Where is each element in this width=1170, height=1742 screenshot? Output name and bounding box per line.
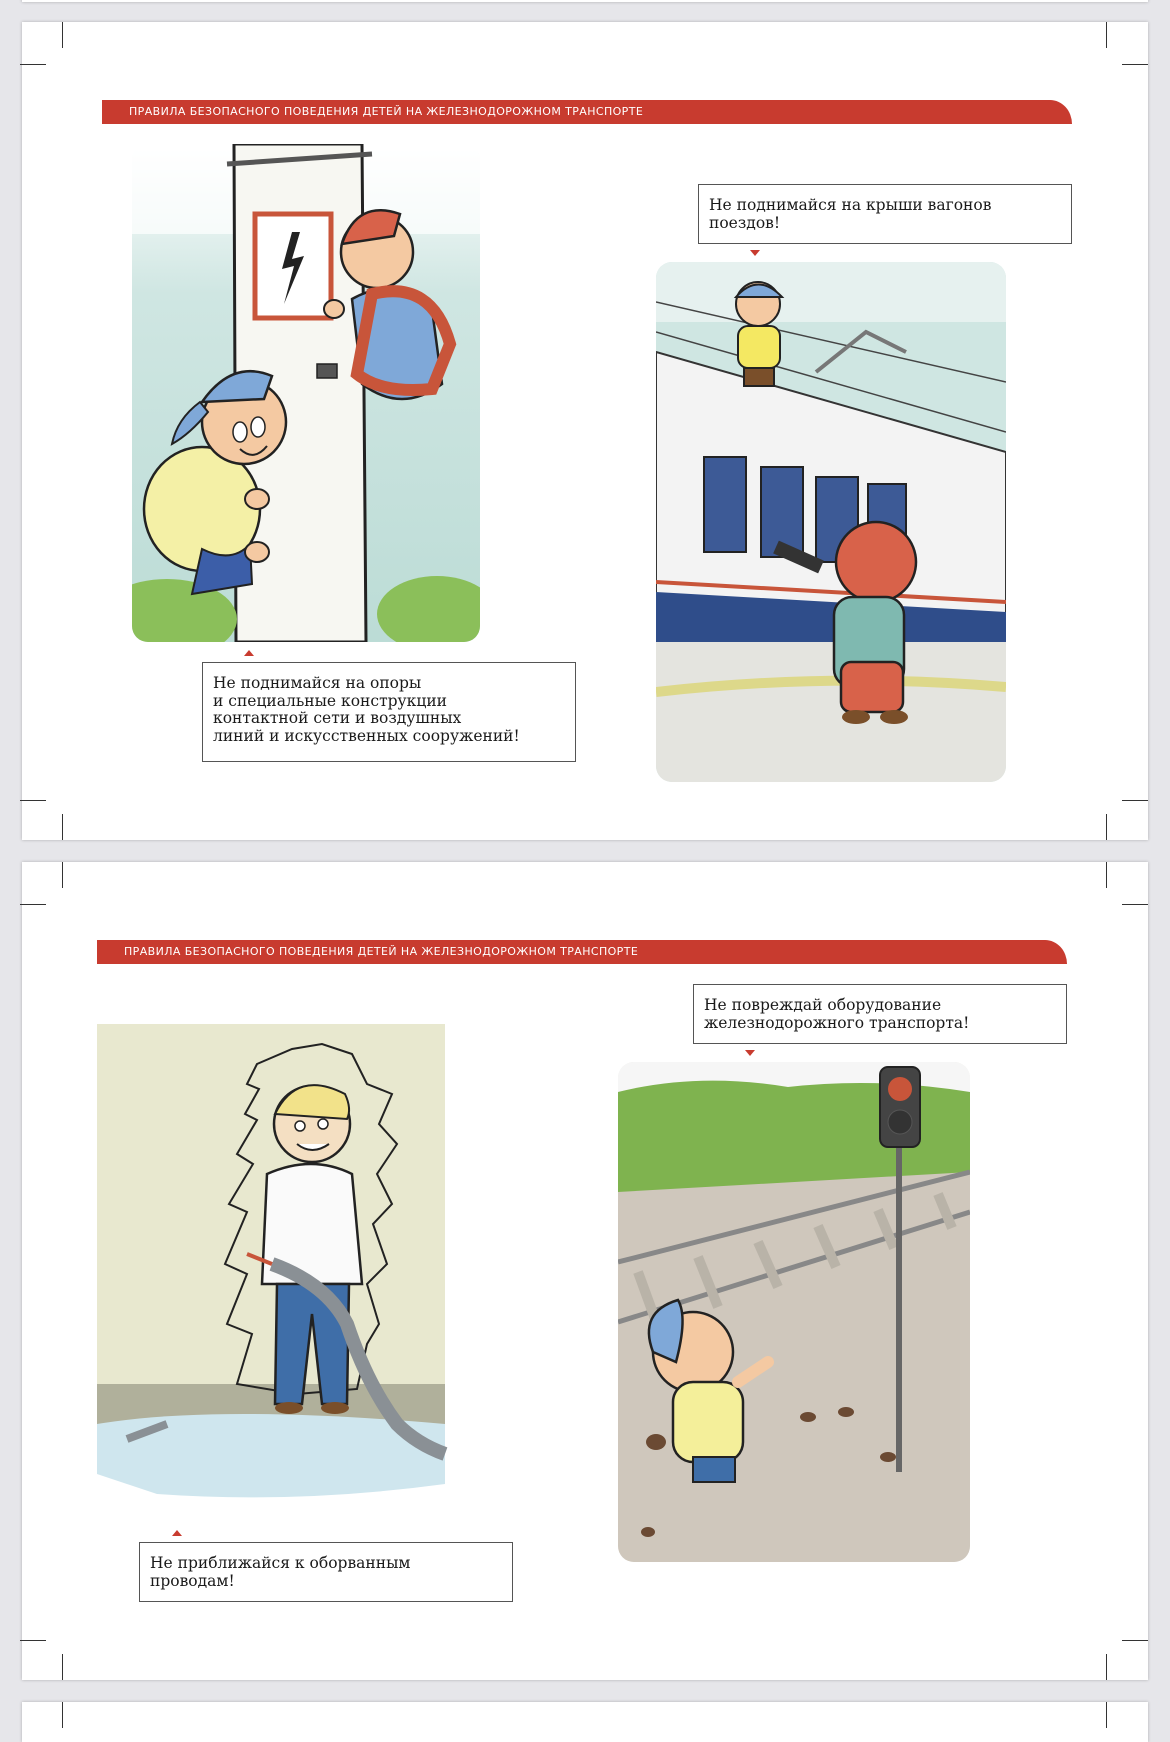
document-page-1 [22, 22, 1148, 840]
boys-climbing-pole-illustration [132, 144, 480, 642]
crop-mark [62, 862, 63, 888]
boy-throwing-stones-at-signal-illustration [618, 1062, 970, 1562]
caption-box: Не повреждай оборудование железнодорожного транспорта! [693, 984, 1067, 1044]
crop-mark [1106, 22, 1107, 48]
crop-mark [62, 22, 63, 48]
caption-box: Не приближайся к оборванным проводам! [139, 1542, 513, 1602]
crop-mark [20, 904, 46, 905]
next-page-edge [22, 1702, 1148, 1742]
section-banner: ПРАВИЛА БЕЗОПАСНОГО ПОВЕДЕНИЯ ДЕТЕЙ НА ЖЕЛЕЗНОДОРОЖНОМ ТРАНСПОРТЕ [97, 940, 1067, 964]
caption-box: Не поднимайся на крыши вагонов поездов! [698, 184, 1072, 244]
caption-pointer [745, 1050, 755, 1056]
crop-mark [20, 1640, 46, 1641]
crop-mark [1122, 1640, 1148, 1641]
crop-mark [62, 1654, 63, 1680]
crop-mark [1122, 904, 1148, 905]
crop-mark [1122, 800, 1148, 801]
crop-mark [1106, 814, 1107, 840]
crop-mark [62, 1702, 63, 1728]
crop-mark [1122, 64, 1148, 65]
boy-holding-broken-wire-illustration [97, 1024, 467, 1524]
caption-box: Не поднимайся на опоры и специальные конструкции контактной сети и воздушных линий и искусственных сооружений! [202, 662, 576, 762]
section-banner: ПРАВИЛА БЕЗОПАСНОГО ПОВЕДЕНИЯ ДЕТЕЙ НА ЖЕЛЕЗНОДОРОЖНОМ ТРАНСПОРТЕ [102, 100, 1072, 124]
crop-mark [1106, 862, 1107, 888]
crop-mark [20, 800, 46, 801]
caption-pointer [750, 250, 760, 256]
crop-mark [62, 814, 63, 840]
caption-pointer [244, 650, 254, 656]
caption-pointer [172, 1530, 182, 1536]
boy-on-train-roof-illustration [656, 262, 1006, 782]
previous-page-edge [22, 0, 1148, 2]
document-page-2 [22, 862, 1148, 1680]
crop-mark [20, 64, 46, 65]
crop-mark [1106, 1654, 1107, 1680]
crop-mark [1106, 1702, 1107, 1728]
